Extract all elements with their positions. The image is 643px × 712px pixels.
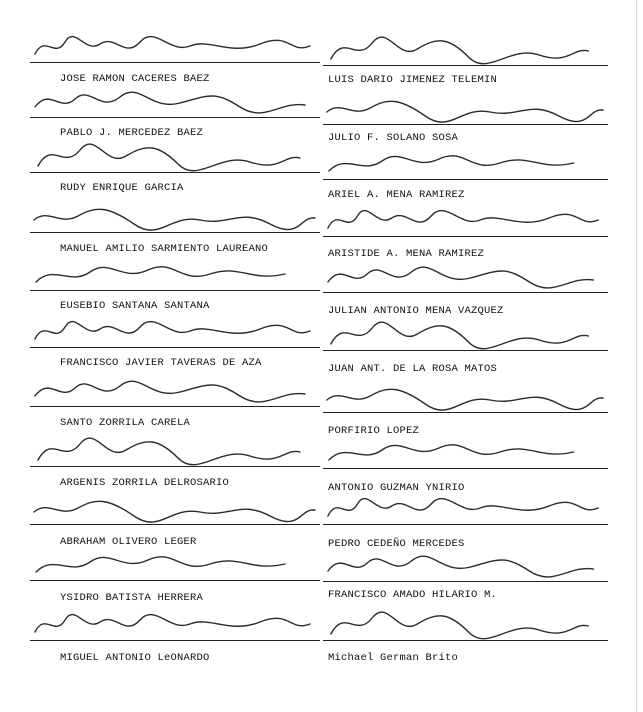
printed-name: Michael German Brito bbox=[328, 652, 459, 664]
signature-line bbox=[323, 292, 608, 293]
handwritten-signature bbox=[30, 428, 320, 468]
signature-entry bbox=[30, 192, 320, 255]
handwritten-signature bbox=[30, 194, 320, 234]
signature-line bbox=[30, 232, 320, 233]
printed-name: ARISTIDE A. MENA RAMIREZ bbox=[328, 248, 485, 260]
printed-name: RUDY ENRIQUE GARCIA bbox=[60, 182, 184, 194]
printed-name: JOSE RAMON CACERES BAEZ bbox=[60, 73, 210, 85]
printed-name: JULIAN ANTONIO MENA VAZQUEZ bbox=[328, 305, 504, 317]
signature-line bbox=[323, 412, 608, 413]
signature-entry bbox=[323, 310, 608, 375]
signature-line bbox=[30, 117, 320, 118]
handwritten-signature bbox=[323, 312, 608, 352]
printed-name: PORFIRIO LOPEZ bbox=[328, 425, 420, 437]
printed-name: ANTONIO GUZMAN YNIRIO bbox=[328, 482, 465, 494]
signature-line bbox=[30, 347, 320, 348]
handwritten-signature bbox=[323, 543, 608, 583]
printed-name: FRANCISCO JAVIER TAVERAS DE AZA bbox=[60, 357, 262, 369]
signature-entry bbox=[323, 84, 608, 144]
handwritten-signature bbox=[30, 134, 320, 174]
handwritten-signature bbox=[30, 368, 320, 408]
signature-line bbox=[323, 350, 608, 351]
signature-entry bbox=[323, 25, 608, 85]
signature-line bbox=[323, 581, 608, 582]
signature-line bbox=[323, 65, 608, 66]
signature-line bbox=[30, 62, 320, 63]
signature-line bbox=[30, 640, 320, 641]
page-edge bbox=[636, 0, 637, 712]
signature-entry bbox=[323, 600, 608, 664]
signature-entry bbox=[323, 372, 608, 437]
signature-entry bbox=[30, 366, 320, 429]
signature-line bbox=[30, 406, 320, 407]
signature-entry bbox=[30, 484, 320, 548]
handwritten-signature bbox=[323, 602, 608, 642]
printed-name: PEDRO CEDEÑO MERCEDES bbox=[328, 538, 465, 550]
signature-entry bbox=[323, 252, 608, 317]
signature-entry bbox=[323, 428, 608, 494]
printed-name: JUAN ANT. DE LA ROSA MATOS bbox=[328, 363, 498, 375]
signature-entry bbox=[30, 540, 320, 604]
printed-name: SANTO ZORRILA CARELA bbox=[60, 417, 191, 429]
printed-name: EUSEBIO SANTANA SANTANA bbox=[60, 300, 210, 312]
signature-line bbox=[323, 236, 608, 237]
handwritten-signature bbox=[323, 141, 608, 181]
handwritten-signature bbox=[323, 254, 608, 294]
signature-line bbox=[30, 580, 320, 581]
printed-name: YSIDRO BATISTA HERRERA bbox=[60, 592, 204, 604]
printed-name: FRANCISCO AMADO HILARIO M. bbox=[328, 589, 498, 601]
signature-line bbox=[323, 179, 608, 180]
signature-line bbox=[30, 524, 320, 525]
handwritten-signature bbox=[30, 79, 320, 119]
signature-entry bbox=[323, 484, 608, 550]
signature-entry bbox=[30, 132, 320, 192]
signature-entry bbox=[323, 541, 608, 601]
signature-line bbox=[30, 290, 320, 291]
handwritten-signature bbox=[323, 430, 608, 470]
signature-line bbox=[30, 466, 320, 467]
signature-entry bbox=[30, 600, 320, 664]
signature-entry bbox=[30, 22, 320, 85]
handwritten-signature bbox=[323, 27, 608, 67]
printed-name: JULIO F. SOLANO SOSA bbox=[328, 132, 459, 144]
signature-line bbox=[30, 172, 320, 173]
signature-line bbox=[323, 640, 608, 641]
printed-name: LUIS DARIO JIMENEZ TELEMIN bbox=[328, 74, 498, 86]
handwritten-signature bbox=[323, 198, 608, 238]
printed-name: ARIEL A. MENA RAMIREZ bbox=[328, 189, 465, 201]
printed-name: ABRAHAM OLIVERO LEGER bbox=[60, 536, 197, 548]
signature-entry bbox=[30, 307, 320, 367]
printed-name: MIGUEL ANTONIO LeONARDO bbox=[60, 652, 210, 664]
signature-entry bbox=[323, 139, 608, 199]
signature-line bbox=[323, 524, 608, 525]
handwritten-signature bbox=[30, 309, 320, 349]
handwritten-signature bbox=[30, 542, 320, 582]
signature-entry bbox=[323, 196, 608, 260]
handwritten-signature bbox=[30, 24, 320, 64]
handwritten-signature bbox=[30, 486, 320, 526]
printed-name: PABLO J. MERCEDEZ BAEZ bbox=[60, 127, 204, 139]
handwritten-signature bbox=[30, 602, 320, 642]
printed-name: MANUEL AMILIO SARMIENTO LAUREANO bbox=[60, 243, 269, 255]
signature-entry bbox=[30, 77, 320, 137]
signature-line bbox=[323, 124, 608, 125]
handwritten-signature bbox=[30, 252, 320, 292]
signature-entry bbox=[30, 426, 320, 489]
handwritten-signature bbox=[323, 486, 608, 526]
handwritten-signature bbox=[323, 86, 608, 126]
signature-line bbox=[323, 468, 608, 469]
printed-name: ARGENIS ZORRILA DELROSARIO bbox=[60, 477, 230, 489]
handwritten-signature bbox=[323, 374, 608, 414]
signature-entry bbox=[30, 250, 320, 310]
